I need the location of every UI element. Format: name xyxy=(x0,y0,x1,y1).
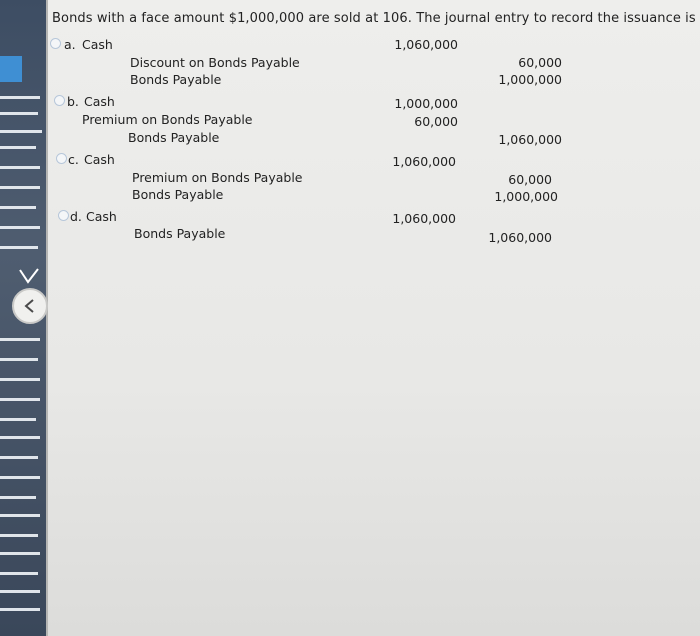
option-b-line3-credit: 1,060,000 xyxy=(498,132,562,147)
quiz-panel xyxy=(46,0,700,636)
option-d-letter: d. xyxy=(70,209,82,224)
option-c-line1-debit: 1,060,000 xyxy=(392,154,456,169)
back-button[interactable] xyxy=(12,288,48,324)
option-a-line2-credit: 60,000 xyxy=(518,55,562,70)
radio-option-c[interactable] xyxy=(56,153,67,164)
option-a-letter: a. xyxy=(64,37,76,52)
radio-option-d[interactable] xyxy=(58,210,69,221)
option-b-line2-debit: 60,000 xyxy=(414,114,458,129)
option-b-line1-account: Cash xyxy=(84,94,115,109)
option-b-line3-account: Bonds Payable xyxy=(128,130,220,145)
option-c-letter: c. xyxy=(68,152,79,167)
option-a-line1-debit: 1,060,000 xyxy=(394,37,458,52)
option-c-line3-credit: 1,000,000 xyxy=(494,189,558,204)
option-c-line3-account: Bonds Payable xyxy=(132,187,224,202)
option-a-line2-account: Discount on Bonds Payable xyxy=(130,55,300,70)
option-a-line3-account: Bonds Payable xyxy=(130,72,222,87)
option-a-line3-credit: 1,000,000 xyxy=(498,72,562,87)
taskbar-highlight xyxy=(0,56,22,82)
option-d-line1-debit: 1,060,000 xyxy=(392,211,456,226)
radio-option-a[interactable] xyxy=(50,38,61,49)
question-text: Bonds with a face amount $1,000,000 are sold at 106. The journal entry to record the issuance is xyxy=(52,11,696,26)
option-c-line2-account: Premium on Bonds Payable xyxy=(132,170,303,185)
option-d-line1-account: Cash xyxy=(86,209,117,224)
option-b-line2-account: Premium on Bonds Payable xyxy=(82,112,253,127)
radio-option-b[interactable] xyxy=(54,95,65,106)
option-c-line1-account: Cash xyxy=(84,152,115,167)
option-d-line2-account: Bonds Payable xyxy=(134,226,226,241)
checkmark-icon xyxy=(18,268,40,286)
option-a-line1-account: Cash xyxy=(82,37,113,52)
option-c-line2-credit: 60,000 xyxy=(508,172,552,187)
chevron-left-icon xyxy=(22,298,38,314)
option-b-letter: b. xyxy=(67,94,79,109)
option-d-line2-credit: 1,060,000 xyxy=(488,230,552,245)
option-b-line1-debit: 1,000,000 xyxy=(394,96,458,111)
